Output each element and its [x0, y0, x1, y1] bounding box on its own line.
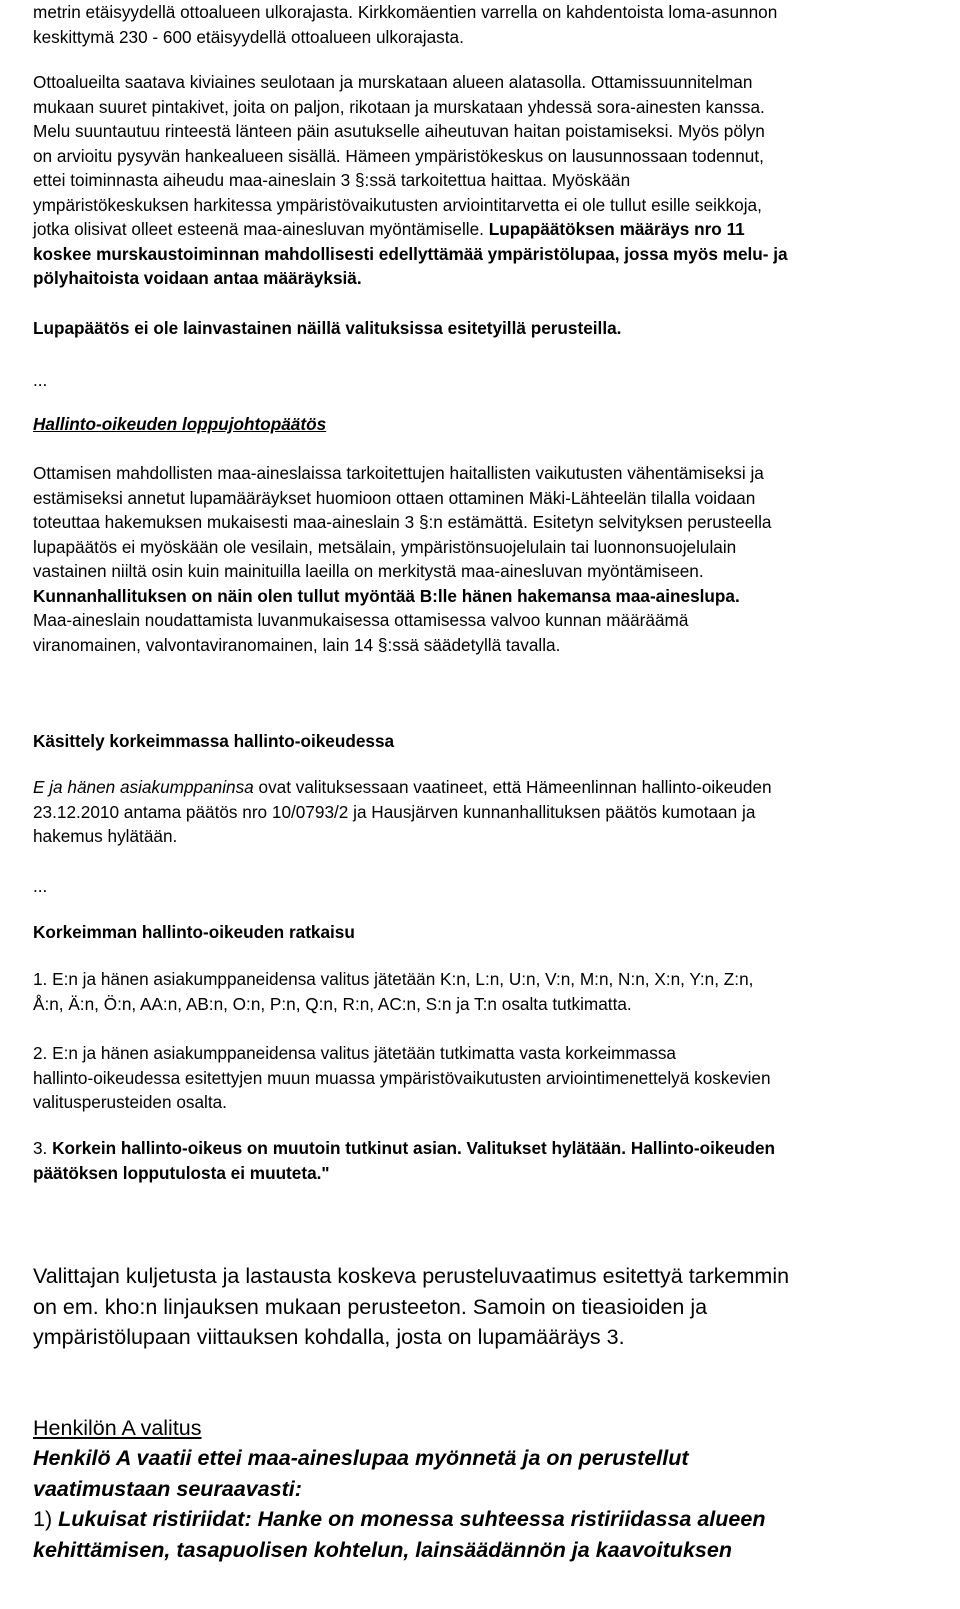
paragraph-ottoalue	[33, 70, 933, 291]
text-line: ympäristölupaan viittauksen kohdalla, josta on lupamääräys 3.	[33, 1325, 625, 1350]
text-line: ettei toiminnasta aiheudu maa-aineslain 3 §:ssä tarkoitettua haittaa. Myöskään	[33, 170, 631, 190]
text-line: valitusperusteiden osalta.	[33, 1092, 227, 1112]
bold-segment: Korkein hallinto-oikeus on muutoin tutkinut asian. Valitukset hylätään. Hallinto-oikeuden	[52, 1138, 776, 1158]
text-line: hakemus hylätään.	[33, 826, 178, 846]
paragraph-conclusion	[33, 316, 933, 341]
text-line-mixed	[33, 1136, 933, 1161]
bold-italic-line: kehittämisen, tasapuolisen kohtelun, lainsäädännön ja kaavoituksen	[33, 1537, 732, 1562]
text-line: Maa-aineslain noudattamista luvanmukaisessa ottamisessa valvoo kunnan määräämä	[33, 610, 689, 630]
bold-italic-line: vaatimustaan seuraavasti:	[33, 1476, 302, 1501]
text-line-mixed	[33, 1504, 933, 1535]
text-line: hallinto-oikeudessa esitettyjen muun muassa ympäristövaikutusten arviointimenettelyä koskevien	[33, 1067, 771, 1088]
text-line: Å:n, Ä:n, Ö:n, AA:n, AB:n, O:n, P:n, Q:n, R:n, AC:n, S:n ja T:n osalta tutkimatta.	[33, 993, 632, 1014]
text-line: estämiseksi annetut lupamääräykset huomioon ottaen ottaminen Mäki-Lähteelän tilalla voidaan	[33, 487, 756, 508]
text-line-mixed	[33, 217, 933, 242]
italic-segment: E ja hänen asiakumppaninsa	[33, 777, 254, 797]
text-line: on em. kho:n linjauksen mukaan perusteeton. Samoin on tieasioiden ja	[33, 1294, 708, 1319]
bold-line: pölyhaitoista voidaan antaa määräyksiä.	[33, 268, 362, 288]
heading-kasittely: Käsittely korkeimmassa hallinto-oikeudessa	[33, 731, 395, 751]
bold-line: koskee murskaustoiminnan mahdollisesti edellyttämää ympäristölupaa, jossa myös melu- ja	[33, 243, 788, 264]
text-line: lupapäätös ei myöskään ole vesilain, metsälain, ympäristönsuojelulain tai luonnonsuojelulain	[33, 536, 737, 557]
text-line-mixed	[33, 584, 933, 609]
text-line-mixed	[33, 775, 933, 800]
text-line: 23.12.2010 antama päätös nro 10/0793/2 ja Hausjärven kunnanhallituksen päätös kumotaan ja	[33, 801, 756, 822]
bold-italic-line: Henkilö A vaatii ettei maa-aineslupaa myönnetä ja on perustellut	[33, 1446, 689, 1470]
section-title-henkilo-a: Henkilön A valitus	[33, 1416, 202, 1440]
text-line: Ottoalueilta saatava kiviaines seulotaan ja murskataan alueen alatasolla. Ottamissuunnitelman	[33, 72, 753, 92]
paragraph-vaatimukset	[33, 775, 933, 849]
ellipsis: ...	[33, 876, 48, 896]
paragraph-intro	[33, 0, 933, 49]
text-line: on arvioitu pysyvän hankealueen sisällä. Hämeen ympäristökeskus on lausunnossaan todennut,	[33, 145, 764, 166]
text-line: mukaan suuret pintakivet, joita on paljon, rikotaan ja murskataan yhdessä sora-ainesten kanssa.	[33, 96, 765, 117]
bold-line: Lupapäätös ei ole lainvastainen näillä valituksissa esitetyillä perusteilla.	[33, 318, 622, 338]
ratkaisu-item-3	[33, 1136, 933, 1185]
paragraph-valittajan-kuljetus	[33, 1261, 933, 1353]
text-line: metrin etäisyydellä ottoalueen ulkorajasta. Kirkkomäentien varrella on kahdentoista loma-asunnon	[33, 2, 778, 22]
ratkaisu-item-2	[33, 1041, 933, 1115]
text-line: 1. E:n ja hänen asiakumppaneidensa valitus jätetään K:n, L:n, U:n, V:n, M:n, N:n, X:n, Y:n, Z:n,	[33, 969, 754, 989]
ratkaisu-item-1	[33, 967, 933, 1016]
bold-line: päätöksen lopputulosta ei muuteta."	[33, 1162, 330, 1183]
text-line: keskittymä 230 - 600 etäisyydellä ottoalueen ulkorajasta.	[33, 26, 464, 47]
text-segment: jotka olisivat olleet esteenä maa-ainesluvan myöntämiselle.	[33, 219, 489, 239]
text-line: Melu suuntautuu rinteestä länteen päin asutukselle aiheutuvan haitan poistamiseksi. Myös pölyn	[33, 121, 765, 141]
bold-segment: Lupapäätöksen määräys nro 11	[488, 219, 745, 239]
text-line: ympäristökeskuksen harkitessa ympäristövaikutusten arviointitarvetta ei ole tullut esille seikkoja,	[33, 194, 762, 215]
text-line: toteuttaa hakemuksen mukaisesti maa-aineslain 3 §:n estämättä. Esitetyn selvityksen perusteella	[33, 512, 772, 532]
text-line: Ottamisen mahdollisten maa-aineslaissa tarkoitettujen haitallisten vaikutusten vähentämiseksi ja	[33, 463, 764, 483]
heading-loppujohtopaatos: Hallinto-oikeuden loppujohtopäätös	[33, 414, 327, 434]
text-line: viranomainen, valvontaviranomainen, lain 14 §:ssä säädetyllä tavalla.	[33, 634, 561, 655]
text-line: Valittajan kuljetusta ja lastausta koskeva perusteluvaatimus esitettyä tarkemmin	[33, 1264, 790, 1288]
text-segment: ovat valituksessaan vaatineet, että Hämeenlinnan hallinto-oikeuden	[253, 777, 772, 797]
ellipsis: ...	[33, 370, 48, 390]
bold-segment: Kunnanhallituksen on näin olen tullut myöntää B:lle hänen hakemansa maa-aineslupa.	[33, 585, 740, 606]
paragraph-loppujohtopaatos	[33, 461, 933, 657]
text-line: 2. E:n ja hänen asiakumppaneidensa valitus jätetään tutkimatta vasta korkeimmassa	[33, 1043, 676, 1063]
text-line: vastainen niiltä osin kuin mainituilla laeilla on merkitystä maa-ainesluvan myöntämiseen.	[33, 561, 704, 581]
item-number: 3.	[33, 1138, 53, 1158]
bold-italic-segment: Lukuisat ristiriidat: Hanke on monessa suhteessa ristiriidassa alueen	[58, 1507, 766, 1532]
heading-ratkaisu: Korkeimman hallinto-oikeuden ratkaisu	[33, 922, 355, 942]
paragraph-henkilo-a	[33, 1443, 933, 1565]
point-number: 1)	[33, 1507, 59, 1532]
